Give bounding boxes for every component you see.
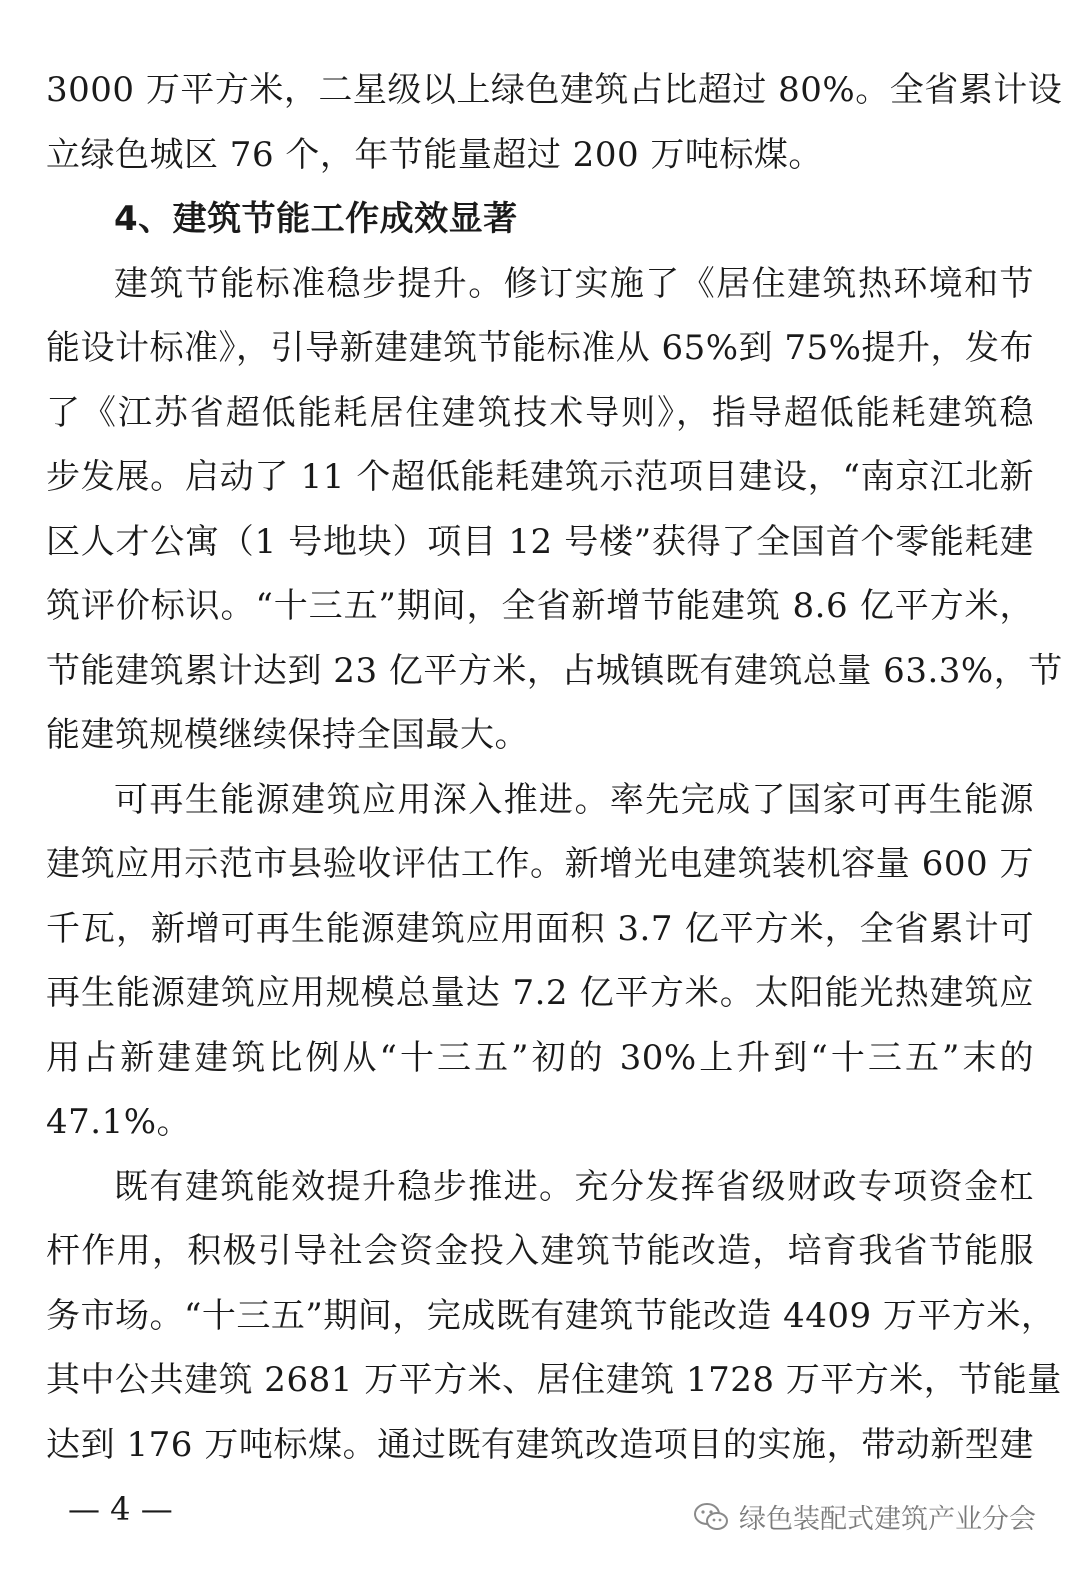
text-line: 能设计标准》，引导新建建筑节能标准从 65%到 75%提升，发布 (46, 328, 1034, 368)
text-line: 既有建筑能效提升稳步推进。充分发挥省级财政专项资金杠 (114, 1166, 1034, 1207)
text-line: 区人才公寓（1 号地块）项目 12 号楼”获得了全国首个零能耗建 (46, 521, 1034, 562)
text-line: 用占新建建筑比例从“十三五”初的 30%上升到“十三五”末的 (46, 1037, 1034, 1078)
text-line: 节能建筑累计达到 23 亿平方米，占城镇既有建筑总量 63.3%，节 (46, 650, 1063, 691)
text-line: 筑评价标识。“十三五”期间，全省新增节能建筑 8.6 亿平方米， (46, 586, 1034, 626)
text-line: 47.1%。 (46, 1102, 192, 1142)
text-line: 千瓦，新增可再生能源建筑应用面积 3.7 亿平方米，全省累计可 (46, 908, 1034, 949)
document-body (46, 58, 1063, 1477)
text-line: 建筑节能标准稳步提升。修订实施了《居住建筑热环境和节 (114, 263, 1034, 304)
text-line: 3000 万平方米，二星级以上绿色建筑占比超过 80%。全省累计设 (46, 70, 1063, 110)
text-line: 杆作用，积极引导社会资金投入建筑节能改造，培育我省节能服 (46, 1231, 1034, 1271)
text-line: 了《江苏省超低能耗居住建筑技术导则》，指导超低能耗建筑稳 (46, 392, 1034, 433)
page-number: — 4 — (68, 1490, 173, 1528)
watermark-text: 绿色装配式建筑产业分会 (739, 1504, 1036, 1535)
text-line: 能建筑规模继续保持全国最大。 (46, 715, 529, 755)
text-line: 务市场。“十三五”期间，完成既有建筑节能改造 4409 万平方米， (46, 1295, 1056, 1336)
text-line: 立绿色城区 76 个，年节能量超过 200 万吨标煤。 (46, 134, 823, 175)
text-line: 达到 176 万吨标煤。通过既有建筑改造项目的实施，带动新型建 (46, 1424, 1034, 1465)
text-line: 再生能源建筑应用规模总量达 7.2 亿平方米。太阳能光热建筑应 (46, 973, 1034, 1013)
text-line: 步发展。启动了 11 个超低能耗建筑示范项目建设，“南京江北新 (46, 457, 1034, 497)
text-line: 其中公共建筑 2681 万平方米、居住建筑 1728 万平方米，节能量 (46, 1360, 1062, 1400)
text-line: 建筑应用示范市县验收评估工作。新增光电建筑装机容量 600 万 (46, 844, 1034, 884)
text-line: 可再生能源建筑应用深入推进。率先完成了国家可再生能源 (114, 779, 1034, 820)
watermark (693, 1497, 1036, 1536)
wechat-icon (693, 1502, 729, 1532)
section-heading: 4、建筑节能工作成效显著 (114, 199, 518, 239)
